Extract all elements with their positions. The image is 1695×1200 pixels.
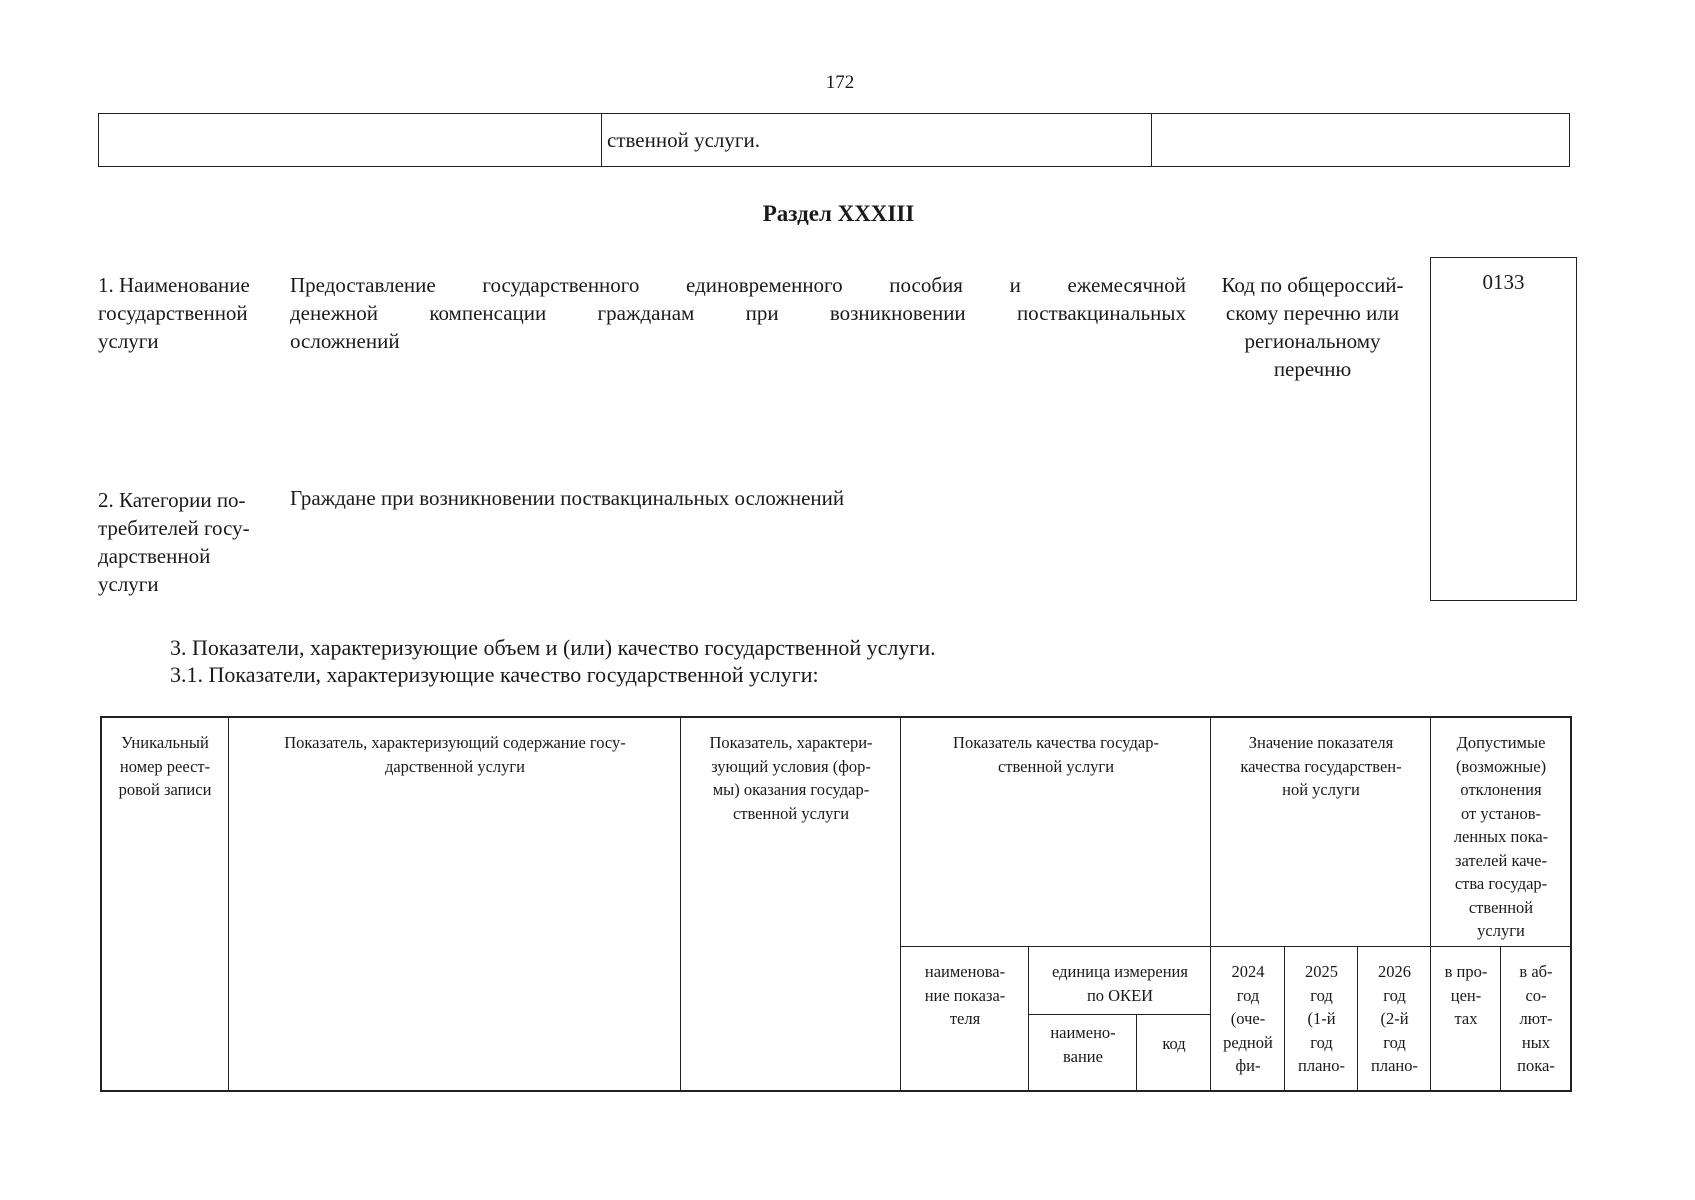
header-conditions-indicator — [682, 731, 900, 825]
subheader-in-percent — [1432, 960, 1500, 1031]
item2-label-line: 2. Категории по- — [98, 488, 246, 512]
code-label-line: региональному — [1244, 329, 1381, 353]
header-line: мы) оказания государ- — [712, 780, 870, 799]
header-line: Показатель, характери- — [709, 733, 873, 752]
code-label — [1205, 271, 1420, 383]
subheader-line: по ОКЕИ — [1086, 985, 1154, 1005]
subheader-unit-code: код — [1162, 1034, 1186, 1053]
subheader-line: вание — [1063, 1046, 1103, 1066]
subheader-unit-okei — [1030, 960, 1210, 1007]
subheader-line: пока- — [1517, 1056, 1555, 1075]
paragraph-3: 3. Показатели, характеризующие объем и (или) качество государственной услуги. — [170, 635, 936, 660]
header-line: ровой записи — [118, 780, 212, 799]
item1-value — [290, 271, 1186, 355]
subheader-year-2025 — [1286, 960, 1357, 1078]
subheader-line: в аб- — [1519, 962, 1553, 981]
header-quality-value — [1212, 731, 1430, 802]
header-line: Показатель, характеризующий содержание госу- — [284, 733, 626, 752]
item1-label-line: услуги — [98, 329, 159, 353]
subheader-line: единица измерения — [1052, 962, 1188, 981]
subheader-line: год — [1310, 1032, 1333, 1052]
subheader-line: год — [1236, 985, 1260, 1005]
table-divider — [601, 114, 602, 166]
item2-label — [98, 486, 278, 598]
header-line: зующий условия (фор- — [711, 756, 871, 776]
header-line: ственной — [1468, 897, 1534, 917]
subheader-line: тах — [1454, 1009, 1478, 1028]
code-label-line: перечню — [1273, 357, 1352, 381]
subheader-line: фи- — [1235, 1056, 1261, 1075]
subheader-line: цен- — [1450, 985, 1482, 1005]
table-divider — [1151, 114, 1152, 166]
paragraph-3-1: 3.1. Показатели, характеризующие качество государственной услуги: — [170, 662, 819, 687]
header-line: ства государ- — [1454, 874, 1548, 893]
subheader-line: (2-й — [1380, 1009, 1409, 1028]
table-border-top — [100, 716, 1572, 718]
header-line: ственной услуги — [997, 756, 1115, 776]
header-deviations — [1432, 731, 1570, 943]
subheader-line: 2026 — [1378, 962, 1411, 981]
page-number: 172 — [825, 72, 855, 93]
header-line: Допустимые — [1456, 733, 1546, 752]
header-line: ственной услуги — [732, 803, 850, 823]
subheader-line: 2025 — [1305, 962, 1338, 981]
subheader-year-2026 — [1359, 960, 1430, 1078]
subheader-line: наимено- — [1050, 1023, 1116, 1042]
continuation-table — [98, 113, 1570, 167]
header-line: дарственной услуги — [384, 756, 526, 776]
subheader-line: ние показа- — [924, 985, 1006, 1005]
quality-indicators-table — [100, 716, 1572, 1092]
subheader-line: (1-й — [1307, 1009, 1336, 1028]
subheader-line: теля — [949, 1009, 981, 1028]
header-line: ленных пока- — [1453, 827, 1549, 846]
item2-label-line: дарственной — [98, 544, 211, 568]
subheader-line: плано- — [1298, 1056, 1345, 1075]
subheader-line: наименова- — [924, 962, 1006, 981]
item1-value-line: Предоставление государственного единовременного пособия и ежемесячной — [290, 273, 1186, 297]
header-line: услуги — [1477, 921, 1525, 940]
table-border-right — [1570, 716, 1572, 1092]
subheader-line: со- — [1525, 985, 1547, 1005]
subheader-line: ных — [1521, 1032, 1551, 1052]
header-line: Значение показателя — [1248, 733, 1394, 752]
header-line: от установ- — [1460, 803, 1542, 823]
subheader-year-2024 — [1212, 960, 1284, 1078]
code-value: 0133 — [1482, 270, 1525, 294]
subheader-unit-name — [1030, 1021, 1136, 1068]
item1-label — [98, 271, 278, 355]
section-title: Раздел XXXIII — [762, 201, 915, 226]
item1-label-line: 1. Наименование — [98, 273, 250, 297]
subheader-divider — [1028, 1014, 1210, 1015]
subheader-line: в про- — [1444, 962, 1488, 981]
item1-value-line: осложнений — [290, 329, 400, 353]
code-label-line: Код по общероссий- — [1221, 273, 1404, 297]
header-line: Уникальный — [121, 733, 209, 752]
subheader-indicator-name — [902, 960, 1028, 1031]
header-quality-indicator — [902, 731, 1210, 778]
header-line: качества государствен- — [1240, 756, 1402, 776]
header-line: зателей каче- — [1454, 850, 1547, 870]
subheader-line: год — [1383, 1032, 1406, 1052]
item2-value: Граждане при возникновении поствакцинальных осложнений — [290, 486, 845, 510]
subheader-line: год — [1383, 985, 1406, 1005]
subheader-line: год — [1310, 985, 1333, 1005]
header-line: (возможные) — [1455, 756, 1547, 776]
subheader-divider — [900, 946, 1572, 947]
item1-label-line: государственной — [98, 301, 248, 325]
subheader-line: редной — [1223, 1032, 1273, 1052]
header-line: отклонения — [1460, 780, 1542, 799]
item1-value-line: денежной компенсации гражданам при возникновении поствакцинальных — [290, 301, 1186, 325]
continuation-text: ственной услуги. — [607, 128, 760, 152]
code-label-line: скому перечню или — [1225, 301, 1400, 325]
item2-label-line: требителей госу- — [98, 516, 250, 540]
header-line: ной услуги — [1282, 780, 1360, 799]
table-border-bottom — [100, 1090, 1572, 1092]
header-line: номер реест- — [119, 756, 211, 776]
header-line: Показатель качества государ- — [953, 733, 1159, 752]
code-box — [1430, 257, 1577, 601]
subheader-line: плано- — [1371, 1056, 1418, 1075]
subheader-in-absolute — [1502, 960, 1570, 1078]
subheader-line: (оче- — [1230, 1009, 1266, 1028]
subheader-line: 2024 — [1231, 962, 1265, 981]
subheader-line: лют- — [1519, 1009, 1553, 1028]
item2-label-line: услуги — [98, 572, 159, 596]
header-content-indicator — [230, 731, 680, 778]
header-unique-number — [102, 731, 228, 802]
